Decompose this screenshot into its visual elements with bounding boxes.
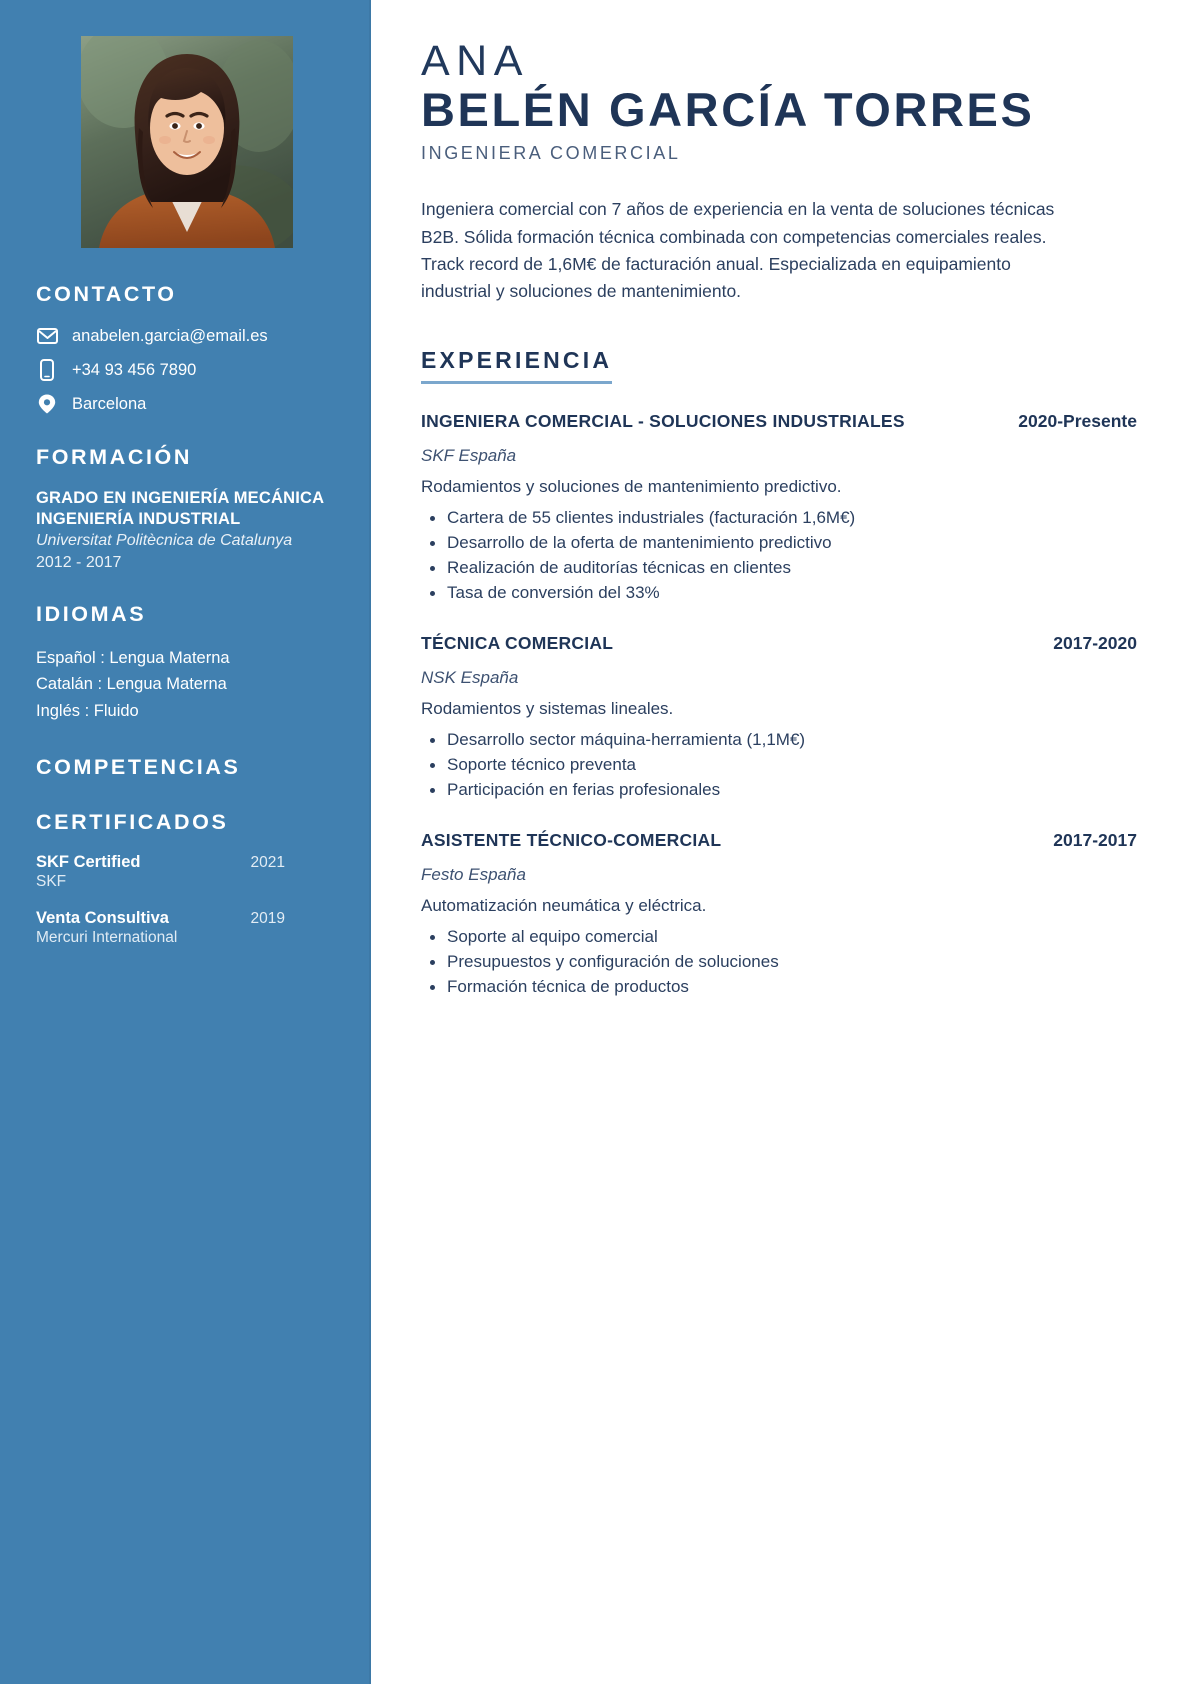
- experience-bullet: Presupuestos y configuración de soluciones: [421, 950, 1137, 975]
- certificate-name: Venta Consultiva: [36, 908, 169, 927]
- skills-heading: COMPETENCIAS: [36, 754, 241, 779]
- experience-date: 2017-2020: [1053, 632, 1137, 653]
- languages-section: [36, 602, 337, 725]
- certificates-section: [36, 810, 337, 947]
- education-item: [36, 488, 337, 572]
- location-pin-icon: [36, 393, 58, 415]
- experience-bullet: Tasa de conversión del 33%: [421, 581, 1137, 606]
- experience-date: 2020-Presente: [1018, 410, 1137, 431]
- headline-job-title: INGENIERA COMERCIAL: [421, 143, 681, 164]
- experience-bullet: Desarrollo de la oferta de mantenimiento predictivo: [421, 531, 1137, 556]
- language-item: Catalán : Lengua Materna: [36, 675, 227, 694]
- certificate-item: [36, 853, 337, 891]
- education-school: Universitat Politècnica de Catalunya: [36, 531, 293, 549]
- contact-section: [36, 282, 337, 415]
- language-item: Inglés : Fluido: [36, 702, 139, 721]
- certificates-heading: CERTIFICADOS: [36, 809, 229, 834]
- experience-description: Automatización neumática y eléctrica.: [421, 895, 707, 915]
- contact-location-value: Barcelona: [72, 394, 147, 413]
- languages-heading: IDIOMAS: [36, 601, 147, 626]
- phone-icon: [36, 359, 58, 381]
- education-section: [36, 445, 337, 572]
- experience-role: TÉCNICA COMERCIAL: [421, 632, 614, 653]
- contact-heading: CONTACTO: [36, 282, 177, 306]
- experience-bullets: [421, 728, 1137, 803]
- contact-phone-value: +34 93 456 7890: [72, 360, 197, 379]
- certificate-year: 2021: [250, 853, 285, 871]
- experience-bullet: Realización de auditorías técnicas en clientes: [421, 556, 1137, 581]
- experience-bullet: Soporte al equipo comercial: [421, 925, 1137, 950]
- contact-item-phone[interactable]: [36, 359, 337, 381]
- education-degree: GRADO EN INGENIERÍA MECÁNICA INGENIERÍA INDUSTRIAL: [36, 489, 324, 528]
- last-name: BELÉN GARCÍA TORRES: [421, 82, 1035, 136]
- profile-summary: Ingeniera comercial con 7 años de experiencia en la venta de soluciones técnicas B2B. Sólida formación técnica combinada con competencias comerciales reales. Track record de 1,6M€ de facturación anual. Especializada en equipamiento industrial y soluciones de mantenimiento.: [421, 199, 1055, 301]
- education-dates: 2012 - 2017: [36, 553, 122, 571]
- contact-item-location[interactable]: [36, 393, 337, 415]
- experience-role: INGENIERA COMERCIAL - SOLUCIONES INDUSTRIALES: [421, 410, 905, 431]
- experience-bullet: Participación en ferias profesionales: [421, 778, 1137, 803]
- experience-description: Rodamientos y soluciones de mantenimiento predictivo.: [421, 476, 842, 496]
- experience-bullet: Desarrollo sector máquina-herramienta (1,1M€): [421, 728, 1137, 753]
- experience-list: [421, 411, 1137, 1000]
- contact-item-email[interactable]: [36, 325, 337, 347]
- experience-date: 2017-2017: [1053, 829, 1137, 850]
- experience-bullet: Formación técnica de productos: [421, 975, 1137, 1000]
- experience-company: Festo España: [421, 864, 526, 884]
- experience-item: [421, 830, 1137, 1000]
- sidebar: [0, 0, 371, 1684]
- first-name: ANA: [421, 37, 529, 85]
- experience-bullet: Soporte técnico preventa: [421, 753, 1137, 778]
- skills-section: [36, 755, 337, 780]
- experience-company: NSK España: [421, 667, 519, 687]
- resume-header: [421, 37, 1137, 164]
- experience-heading: EXPERIENCIA: [421, 347, 612, 384]
- experience-description: Rodamientos y sistemas lineales.: [421, 698, 674, 718]
- certificate-year: 2019: [250, 909, 285, 927]
- experience-company: SKF España: [421, 445, 517, 465]
- certificate-org: Mercuri International: [36, 928, 178, 946]
- certificate-name: SKF Certified: [36, 852, 141, 871]
- experience-bullets: [421, 506, 1137, 606]
- experience-role: ASISTENTE TÉCNICO-COMERCIAL: [421, 829, 722, 850]
- profile-photo: [81, 36, 293, 248]
- main-content: [371, 0, 1190, 1684]
- profile-photo-image: [81, 36, 293, 248]
- contact-email-value: anabelen.garcia@email.es: [72, 326, 268, 345]
- experience-bullet: Cartera de 55 clientes industriales (facturación 1,6M€): [421, 506, 1137, 531]
- experience-item: [421, 411, 1137, 606]
- envelope-icon: [36, 325, 58, 347]
- experience-item: [421, 633, 1137, 803]
- certificate-org: SKF: [36, 872, 67, 890]
- education-heading: FORMACIÓN: [36, 445, 192, 469]
- language-item: Español : Lengua Materna: [36, 648, 230, 667]
- experience-bullets: [421, 925, 1137, 1000]
- certificate-item: [36, 909, 337, 947]
